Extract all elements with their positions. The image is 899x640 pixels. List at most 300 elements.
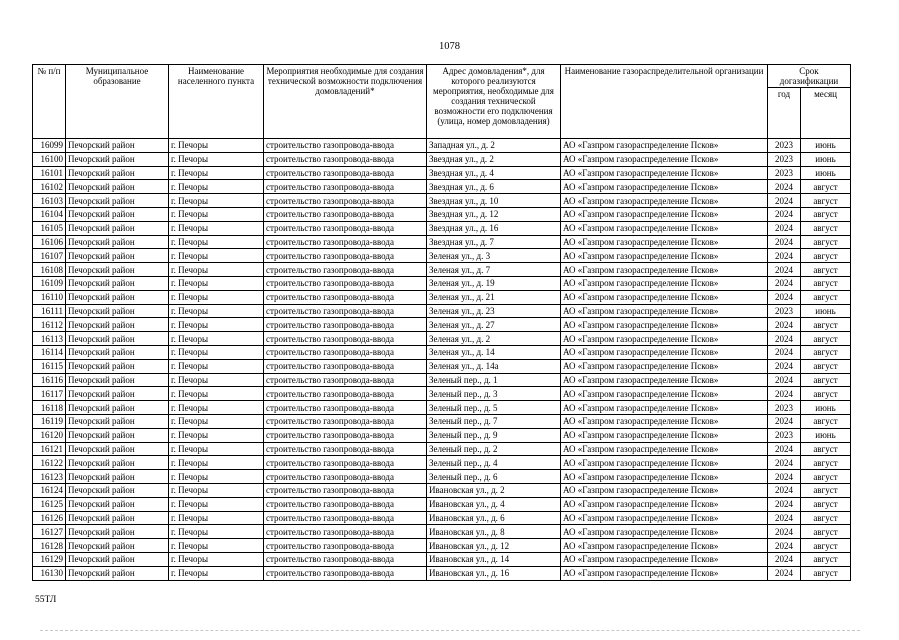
- table-body: [33, 139, 851, 581]
- row-month: август: [801, 207, 851, 221]
- row-organization: АО «Газпром газораспределение Псков»: [561, 401, 768, 415]
- row-month: июнь: [801, 139, 851, 153]
- table-row: [33, 511, 851, 525]
- row-municipality: Печорский район: [66, 373, 169, 387]
- row-measures: строительство газопровода-ввода: [264, 249, 427, 263]
- row-settlement: г. Печоры: [169, 318, 264, 332]
- row-year: 2024: [768, 276, 801, 290]
- row-month: август: [801, 194, 851, 208]
- row-settlement: г. Печоры: [169, 152, 264, 166]
- table-row: [33, 456, 851, 470]
- row-settlement: г. Печоры: [169, 276, 264, 290]
- row-num: 16121: [33, 442, 66, 456]
- row-measures: строительство газопровода-ввода: [264, 539, 427, 553]
- row-year: 2023: [768, 152, 801, 166]
- row-municipality: Печорский район: [66, 497, 169, 511]
- table-row: [33, 359, 851, 373]
- row-organization: АО «Газпром газораспределение Псков»: [561, 414, 768, 428]
- row-month: июнь: [801, 304, 851, 318]
- row-organization: АО «Газпром газораспределение Псков»: [561, 249, 768, 263]
- row-municipality: Печорский район: [66, 566, 169, 580]
- row-municipality: Печорский район: [66, 401, 169, 415]
- row-municipality: Печорский район: [66, 276, 169, 290]
- row-num: 16120: [33, 428, 66, 442]
- row-municipality: Печорский район: [66, 290, 169, 304]
- row-settlement: г. Печоры: [169, 456, 264, 470]
- row-organization: АО «Газпром газораспределение Псков»: [561, 290, 768, 304]
- row-measures: строительство газопровода-ввода: [264, 332, 427, 346]
- header-measures: Мероприятия необходимые для создания технической возможности подключения домовладений*: [264, 65, 427, 139]
- row-settlement: г. Печоры: [169, 249, 264, 263]
- row-year: 2024: [768, 414, 801, 428]
- row-municipality: Печорский район: [66, 152, 169, 166]
- table-row: [33, 249, 851, 263]
- row-measures: строительство газопровода-ввода: [264, 263, 427, 277]
- row-settlement: г. Печоры: [169, 414, 264, 428]
- row-organization: АО «Газпром газораспределение Псков»: [561, 345, 768, 359]
- row-settlement: г. Печоры: [169, 332, 264, 346]
- row-measures: строительство газопровода-ввода: [264, 180, 427, 194]
- row-measures: строительство газопровода-ввода: [264, 483, 427, 497]
- row-municipality: Печорский район: [66, 207, 169, 221]
- row-municipality: Печорский район: [66, 483, 169, 497]
- row-num: 16125: [33, 497, 66, 511]
- row-month: август: [801, 249, 851, 263]
- row-year: 2024: [768, 456, 801, 470]
- row-address: Зеленый пер., д. 6: [427, 470, 561, 484]
- row-month: август: [801, 470, 851, 484]
- row-month: август: [801, 263, 851, 277]
- row-settlement: г. Печоры: [169, 304, 264, 318]
- row-municipality: Печорский район: [66, 456, 169, 470]
- scan-artifact-line: [40, 630, 860, 631]
- row-year: 2024: [768, 442, 801, 456]
- row-settlement: г. Печоры: [169, 442, 264, 456]
- row-municipality: Печорский район: [66, 345, 169, 359]
- row-measures: строительство газопровода-ввода: [264, 290, 427, 304]
- row-organization: АО «Газпром газораспределение Псков»: [561, 483, 768, 497]
- row-settlement: г. Печоры: [169, 263, 264, 277]
- header-municipality: Муниципальное образование: [66, 65, 169, 139]
- row-organization: АО «Газпром газораспределение Псков»: [561, 166, 768, 180]
- row-organization: АО «Газпром газораспределение Псков»: [561, 539, 768, 553]
- row-organization: АО «Газпром газораспределение Псков»: [561, 552, 768, 566]
- row-organization: АО «Газпром газораспределение Псков»: [561, 318, 768, 332]
- row-address: Западная ул., д. 2: [427, 139, 561, 153]
- row-measures: строительство газопровода-ввода: [264, 318, 427, 332]
- row-municipality: Печорский район: [66, 387, 169, 401]
- row-month: август: [801, 552, 851, 566]
- row-address: Звездная ул., д. 16: [427, 221, 561, 235]
- row-settlement: г. Печоры: [169, 207, 264, 221]
- row-num: 16106: [33, 235, 66, 249]
- row-month: август: [801, 221, 851, 235]
- row-month: август: [801, 345, 851, 359]
- row-year: 2024: [768, 332, 801, 346]
- table-row: [33, 304, 851, 318]
- row-measures: строительство газопровода-ввода: [264, 207, 427, 221]
- row-measures: строительство газопровода-ввода: [264, 552, 427, 566]
- table-row: [33, 428, 851, 442]
- row-municipality: Печорский район: [66, 332, 169, 346]
- row-year: 2024: [768, 263, 801, 277]
- row-organization: АО «Газпром газораспределение Псков»: [561, 263, 768, 277]
- table-row: [33, 221, 851, 235]
- row-address: Зеленая ул., д. 3: [427, 249, 561, 263]
- row-address: Зеленый пер., д. 3: [427, 387, 561, 401]
- row-num: 16103: [33, 194, 66, 208]
- row-settlement: г. Печоры: [169, 359, 264, 373]
- row-num: 16118: [33, 401, 66, 415]
- row-num: 16109: [33, 276, 66, 290]
- row-month: август: [801, 511, 851, 525]
- row-year: 2024: [768, 249, 801, 263]
- row-measures: строительство газопровода-ввода: [264, 139, 427, 153]
- row-month: август: [801, 525, 851, 539]
- row-address: Зеленая ул., д. 21: [427, 290, 561, 304]
- row-organization: АО «Газпром газораспределение Псков»: [561, 470, 768, 484]
- row-address: Звездная ул., д. 6: [427, 180, 561, 194]
- table-row: [33, 483, 851, 497]
- table-row: [33, 539, 851, 553]
- row-municipality: Печорский район: [66, 304, 169, 318]
- row-address: Звездная ул., д. 12: [427, 207, 561, 221]
- header-year: год: [768, 88, 801, 139]
- row-measures: строительство газопровода-ввода: [264, 525, 427, 539]
- row-year: 2024: [768, 497, 801, 511]
- row-measures: строительство газопровода-ввода: [264, 470, 427, 484]
- row-year: 2024: [768, 180, 801, 194]
- gasification-table: [32, 64, 851, 581]
- row-municipality: Печорский район: [66, 359, 169, 373]
- table-row: [33, 566, 851, 580]
- row-municipality: Печорский район: [66, 318, 169, 332]
- row-year: 2023: [768, 139, 801, 153]
- row-settlement: г. Печоры: [169, 290, 264, 304]
- row-organization: АО «Газпром газораспределение Псков»: [561, 235, 768, 249]
- table-row: [33, 442, 851, 456]
- row-address: Зеленый пер., д. 5: [427, 401, 561, 415]
- row-municipality: Печорский район: [66, 414, 169, 428]
- row-settlement: г. Печоры: [169, 428, 264, 442]
- row-organization: АО «Газпром газораспределение Псков»: [561, 194, 768, 208]
- row-num: 16119: [33, 414, 66, 428]
- row-municipality: Печорский район: [66, 180, 169, 194]
- row-num: 16105: [33, 221, 66, 235]
- row-address: Зеленый пер., д. 2: [427, 442, 561, 456]
- row-settlement: г. Печоры: [169, 345, 264, 359]
- row-month: август: [801, 539, 851, 553]
- row-measures: строительство газопровода-ввода: [264, 373, 427, 387]
- row-address: Зеленая ул., д. 14: [427, 345, 561, 359]
- row-measures: строительство газопровода-ввода: [264, 152, 427, 166]
- row-address: Ивановская ул., д. 2: [427, 483, 561, 497]
- row-year: 2024: [768, 345, 801, 359]
- row-measures: строительство газопровода-ввода: [264, 235, 427, 249]
- row-year: 2024: [768, 235, 801, 249]
- row-month: август: [801, 566, 851, 580]
- row-organization: АО «Газпром газораспределение Псков»: [561, 332, 768, 346]
- header-address: Адрес домовладения*, для которого реализуются мероприятия, необходимые для создания технической возможности его подключения (улица, номер домовладения): [427, 65, 561, 139]
- row-organization: АО «Газпром газораспределение Псков»: [561, 359, 768, 373]
- row-organization: АО «Газпром газораспределение Псков»: [561, 566, 768, 580]
- row-measures: строительство газопровода-ввода: [264, 304, 427, 318]
- row-year: 2024: [768, 207, 801, 221]
- row-num: 16124: [33, 483, 66, 497]
- row-num: 16108: [33, 263, 66, 277]
- row-municipality: Печорский район: [66, 539, 169, 553]
- row-organization: АО «Газпром газораспределение Псков»: [561, 511, 768, 525]
- row-settlement: г. Печоры: [169, 401, 264, 415]
- row-year: 2024: [768, 373, 801, 387]
- page-number: 1078: [439, 41, 460, 52]
- row-year: 2024: [768, 221, 801, 235]
- row-municipality: Печорский район: [66, 194, 169, 208]
- row-address: Зеленая ул., д. 23: [427, 304, 561, 318]
- table-row: [33, 373, 851, 387]
- row-num: 16115: [33, 359, 66, 373]
- row-year: 2023: [768, 428, 801, 442]
- table-row: [33, 290, 851, 304]
- table-row: [33, 207, 851, 221]
- row-month: июнь: [801, 152, 851, 166]
- row-month: август: [801, 373, 851, 387]
- row-num: 16130: [33, 566, 66, 580]
- row-address: Звездная ул., д. 7: [427, 235, 561, 249]
- row-num: 16102: [33, 180, 66, 194]
- row-measures: строительство газопровода-ввода: [264, 221, 427, 235]
- header-row: [33, 65, 851, 88]
- table-row: [33, 166, 851, 180]
- table-row: [33, 318, 851, 332]
- row-measures: строительство газопровода-ввода: [264, 359, 427, 373]
- row-settlement: г. Печоры: [169, 552, 264, 566]
- row-organization: АО «Газпром газораспределение Псков»: [561, 497, 768, 511]
- row-settlement: г. Печоры: [169, 470, 264, 484]
- row-month: август: [801, 180, 851, 194]
- row-year: 2024: [768, 525, 801, 539]
- row-measures: строительство газопровода-ввода: [264, 511, 427, 525]
- table-row: [33, 525, 851, 539]
- header-settlement: Наименование населенного пункта: [169, 65, 264, 139]
- row-address: Зеленый пер., д. 7: [427, 414, 561, 428]
- row-measures: строительство газопровода-ввода: [264, 401, 427, 415]
- row-num: 16128: [33, 539, 66, 553]
- row-address: Ивановская ул., д. 16: [427, 566, 561, 580]
- row-organization: АО «Газпром газораспределение Псков»: [561, 152, 768, 166]
- row-organization: АО «Газпром газораспределение Псков»: [561, 180, 768, 194]
- row-municipality: Печорский район: [66, 470, 169, 484]
- row-num: 16099: [33, 139, 66, 153]
- row-month: июнь: [801, 401, 851, 415]
- row-measures: строительство газопровода-ввода: [264, 428, 427, 442]
- row-municipality: Печорский район: [66, 525, 169, 539]
- row-settlement: г. Печоры: [169, 221, 264, 235]
- table-row: [33, 345, 851, 359]
- table-row: [33, 497, 851, 511]
- table-row: [33, 263, 851, 277]
- row-month: август: [801, 483, 851, 497]
- row-num: 16123: [33, 470, 66, 484]
- row-address: Зеленая ул., д. 2: [427, 332, 561, 346]
- table-row: [33, 276, 851, 290]
- row-year: 2024: [768, 359, 801, 373]
- row-num: 16129: [33, 552, 66, 566]
- row-measures: строительство газопровода-ввода: [264, 166, 427, 180]
- row-month: август: [801, 442, 851, 456]
- row-month: август: [801, 387, 851, 401]
- row-month: август: [801, 235, 851, 249]
- row-num: 16116: [33, 373, 66, 387]
- header-organization: Наименование газораспределительной организации: [561, 65, 768, 139]
- row-organization: АО «Газпром газораспределение Псков»: [561, 276, 768, 290]
- row-address: Ивановская ул., д. 12: [427, 539, 561, 553]
- row-measures: строительство газопровода-ввода: [264, 497, 427, 511]
- row-month: июнь: [801, 428, 851, 442]
- row-address: Зеленый пер., д. 9: [427, 428, 561, 442]
- row-organization: АО «Газпром газораспределение Псков»: [561, 387, 768, 401]
- row-organization: АО «Газпром газораспределение Псков»: [561, 373, 768, 387]
- row-address: Зеленая ул., д. 14а: [427, 359, 561, 373]
- row-num: 16100: [33, 152, 66, 166]
- row-year: 2024: [768, 470, 801, 484]
- row-month: август: [801, 359, 851, 373]
- row-year: 2023: [768, 401, 801, 415]
- table-row: [33, 194, 851, 208]
- row-month: август: [801, 290, 851, 304]
- table-row: [33, 470, 851, 484]
- row-address: Ивановская ул., д. 8: [427, 525, 561, 539]
- row-organization: АО «Газпром газораспределение Псков»: [561, 304, 768, 318]
- header-num: № п/п: [33, 65, 66, 139]
- row-municipality: Печорский район: [66, 166, 169, 180]
- row-num: 16107: [33, 249, 66, 263]
- row-num: 16110: [33, 290, 66, 304]
- row-organization: АО «Газпром газораспределение Псков»: [561, 428, 768, 442]
- row-municipality: Печорский район: [66, 511, 169, 525]
- row-address: Звездная ул., д. 4: [427, 166, 561, 180]
- row-municipality: Печорский район: [66, 442, 169, 456]
- row-organization: АО «Газпром газораспределение Псков»: [561, 525, 768, 539]
- table-row: [33, 180, 851, 194]
- row-address: Ивановская ул., д. 4: [427, 497, 561, 511]
- row-settlement: г. Печоры: [169, 511, 264, 525]
- row-settlement: г. Печоры: [169, 525, 264, 539]
- row-municipality: Печорский район: [66, 552, 169, 566]
- row-num: 16122: [33, 456, 66, 470]
- row-month: июнь: [801, 166, 851, 180]
- row-measures: строительство газопровода-ввода: [264, 442, 427, 456]
- header-month: месяц: [801, 88, 851, 139]
- table-row: [33, 152, 851, 166]
- row-settlement: г. Печоры: [169, 139, 264, 153]
- row-month: август: [801, 318, 851, 332]
- row-year: 2024: [768, 539, 801, 553]
- row-organization: АО «Газпром газораспределение Псков»: [561, 221, 768, 235]
- row-organization: АО «Газпром газораспределение Псков»: [561, 442, 768, 456]
- row-year: 2024: [768, 552, 801, 566]
- row-num: 16112: [33, 318, 66, 332]
- row-settlement: г. Печоры: [169, 194, 264, 208]
- row-month: август: [801, 332, 851, 346]
- row-settlement: г. Печоры: [169, 166, 264, 180]
- row-settlement: г. Печоры: [169, 180, 264, 194]
- row-settlement: г. Печоры: [169, 387, 264, 401]
- row-address: Зеленый пер., д. 4: [427, 456, 561, 470]
- row-address: Ивановская ул., д. 6: [427, 511, 561, 525]
- table-row: [33, 332, 851, 346]
- row-settlement: г. Печоры: [169, 539, 264, 553]
- row-address: Ивановская ул., д. 14: [427, 552, 561, 566]
- row-address: Зеленая ул., д. 7: [427, 263, 561, 277]
- row-num: 16126: [33, 511, 66, 525]
- row-measures: строительство газопровода-ввода: [264, 566, 427, 580]
- row-month: август: [801, 414, 851, 428]
- row-year: 2024: [768, 483, 801, 497]
- header-deadline: Срок догазификации: [768, 65, 851, 88]
- table-row: [33, 139, 851, 153]
- row-organization: АО «Газпром газораспределение Псков»: [561, 207, 768, 221]
- row-measures: строительство газопровода-ввода: [264, 276, 427, 290]
- row-year: 2023: [768, 304, 801, 318]
- row-year: 2024: [768, 194, 801, 208]
- table-row: [33, 414, 851, 428]
- table-row: [33, 552, 851, 566]
- row-municipality: Печорский район: [66, 139, 169, 153]
- row-address: Зеленая ул., д. 27: [427, 318, 561, 332]
- row-year: 2024: [768, 290, 801, 304]
- row-year: 2024: [768, 318, 801, 332]
- row-municipality: Печорский район: [66, 263, 169, 277]
- row-num: 16104: [33, 207, 66, 221]
- row-year: 2024: [768, 566, 801, 580]
- row-address: Зеленая ул., д. 19: [427, 276, 561, 290]
- row-municipality: Печорский район: [66, 221, 169, 235]
- row-year: 2024: [768, 387, 801, 401]
- row-measures: строительство газопровода-ввода: [264, 345, 427, 359]
- row-num: 16117: [33, 387, 66, 401]
- row-num: 16114: [33, 345, 66, 359]
- row-municipality: Печорский район: [66, 249, 169, 263]
- row-num: 16101: [33, 166, 66, 180]
- row-municipality: Печорский район: [66, 428, 169, 442]
- footer-code: 55ТЛ: [35, 595, 57, 605]
- row-num: 16111: [33, 304, 66, 318]
- table-row: [33, 401, 851, 415]
- row-settlement: г. Печоры: [169, 497, 264, 511]
- row-address: Звездная ул., д. 2: [427, 152, 561, 166]
- row-measures: строительство газопровода-ввода: [264, 387, 427, 401]
- row-num: 16127: [33, 525, 66, 539]
- row-settlement: г. Печоры: [169, 566, 264, 580]
- row-address: Зеленый пер., д. 1: [427, 373, 561, 387]
- row-num: 16113: [33, 332, 66, 346]
- row-organization: АО «Газпром газораспределение Псков»: [561, 139, 768, 153]
- row-year: 2024: [768, 511, 801, 525]
- row-measures: строительство газопровода-ввода: [264, 414, 427, 428]
- row-year: 2023: [768, 166, 801, 180]
- table-row: [33, 387, 851, 401]
- row-month: август: [801, 497, 851, 511]
- row-month: август: [801, 276, 851, 290]
- row-organization: АО «Газпром газораспределение Псков»: [561, 456, 768, 470]
- row-measures: строительство газопровода-ввода: [264, 194, 427, 208]
- row-settlement: г. Печоры: [169, 483, 264, 497]
- row-month: август: [801, 456, 851, 470]
- row-measures: строительство газопровода-ввода: [264, 456, 427, 470]
- row-address: Звездная ул., д. 10: [427, 194, 561, 208]
- row-municipality: Печорский район: [66, 235, 169, 249]
